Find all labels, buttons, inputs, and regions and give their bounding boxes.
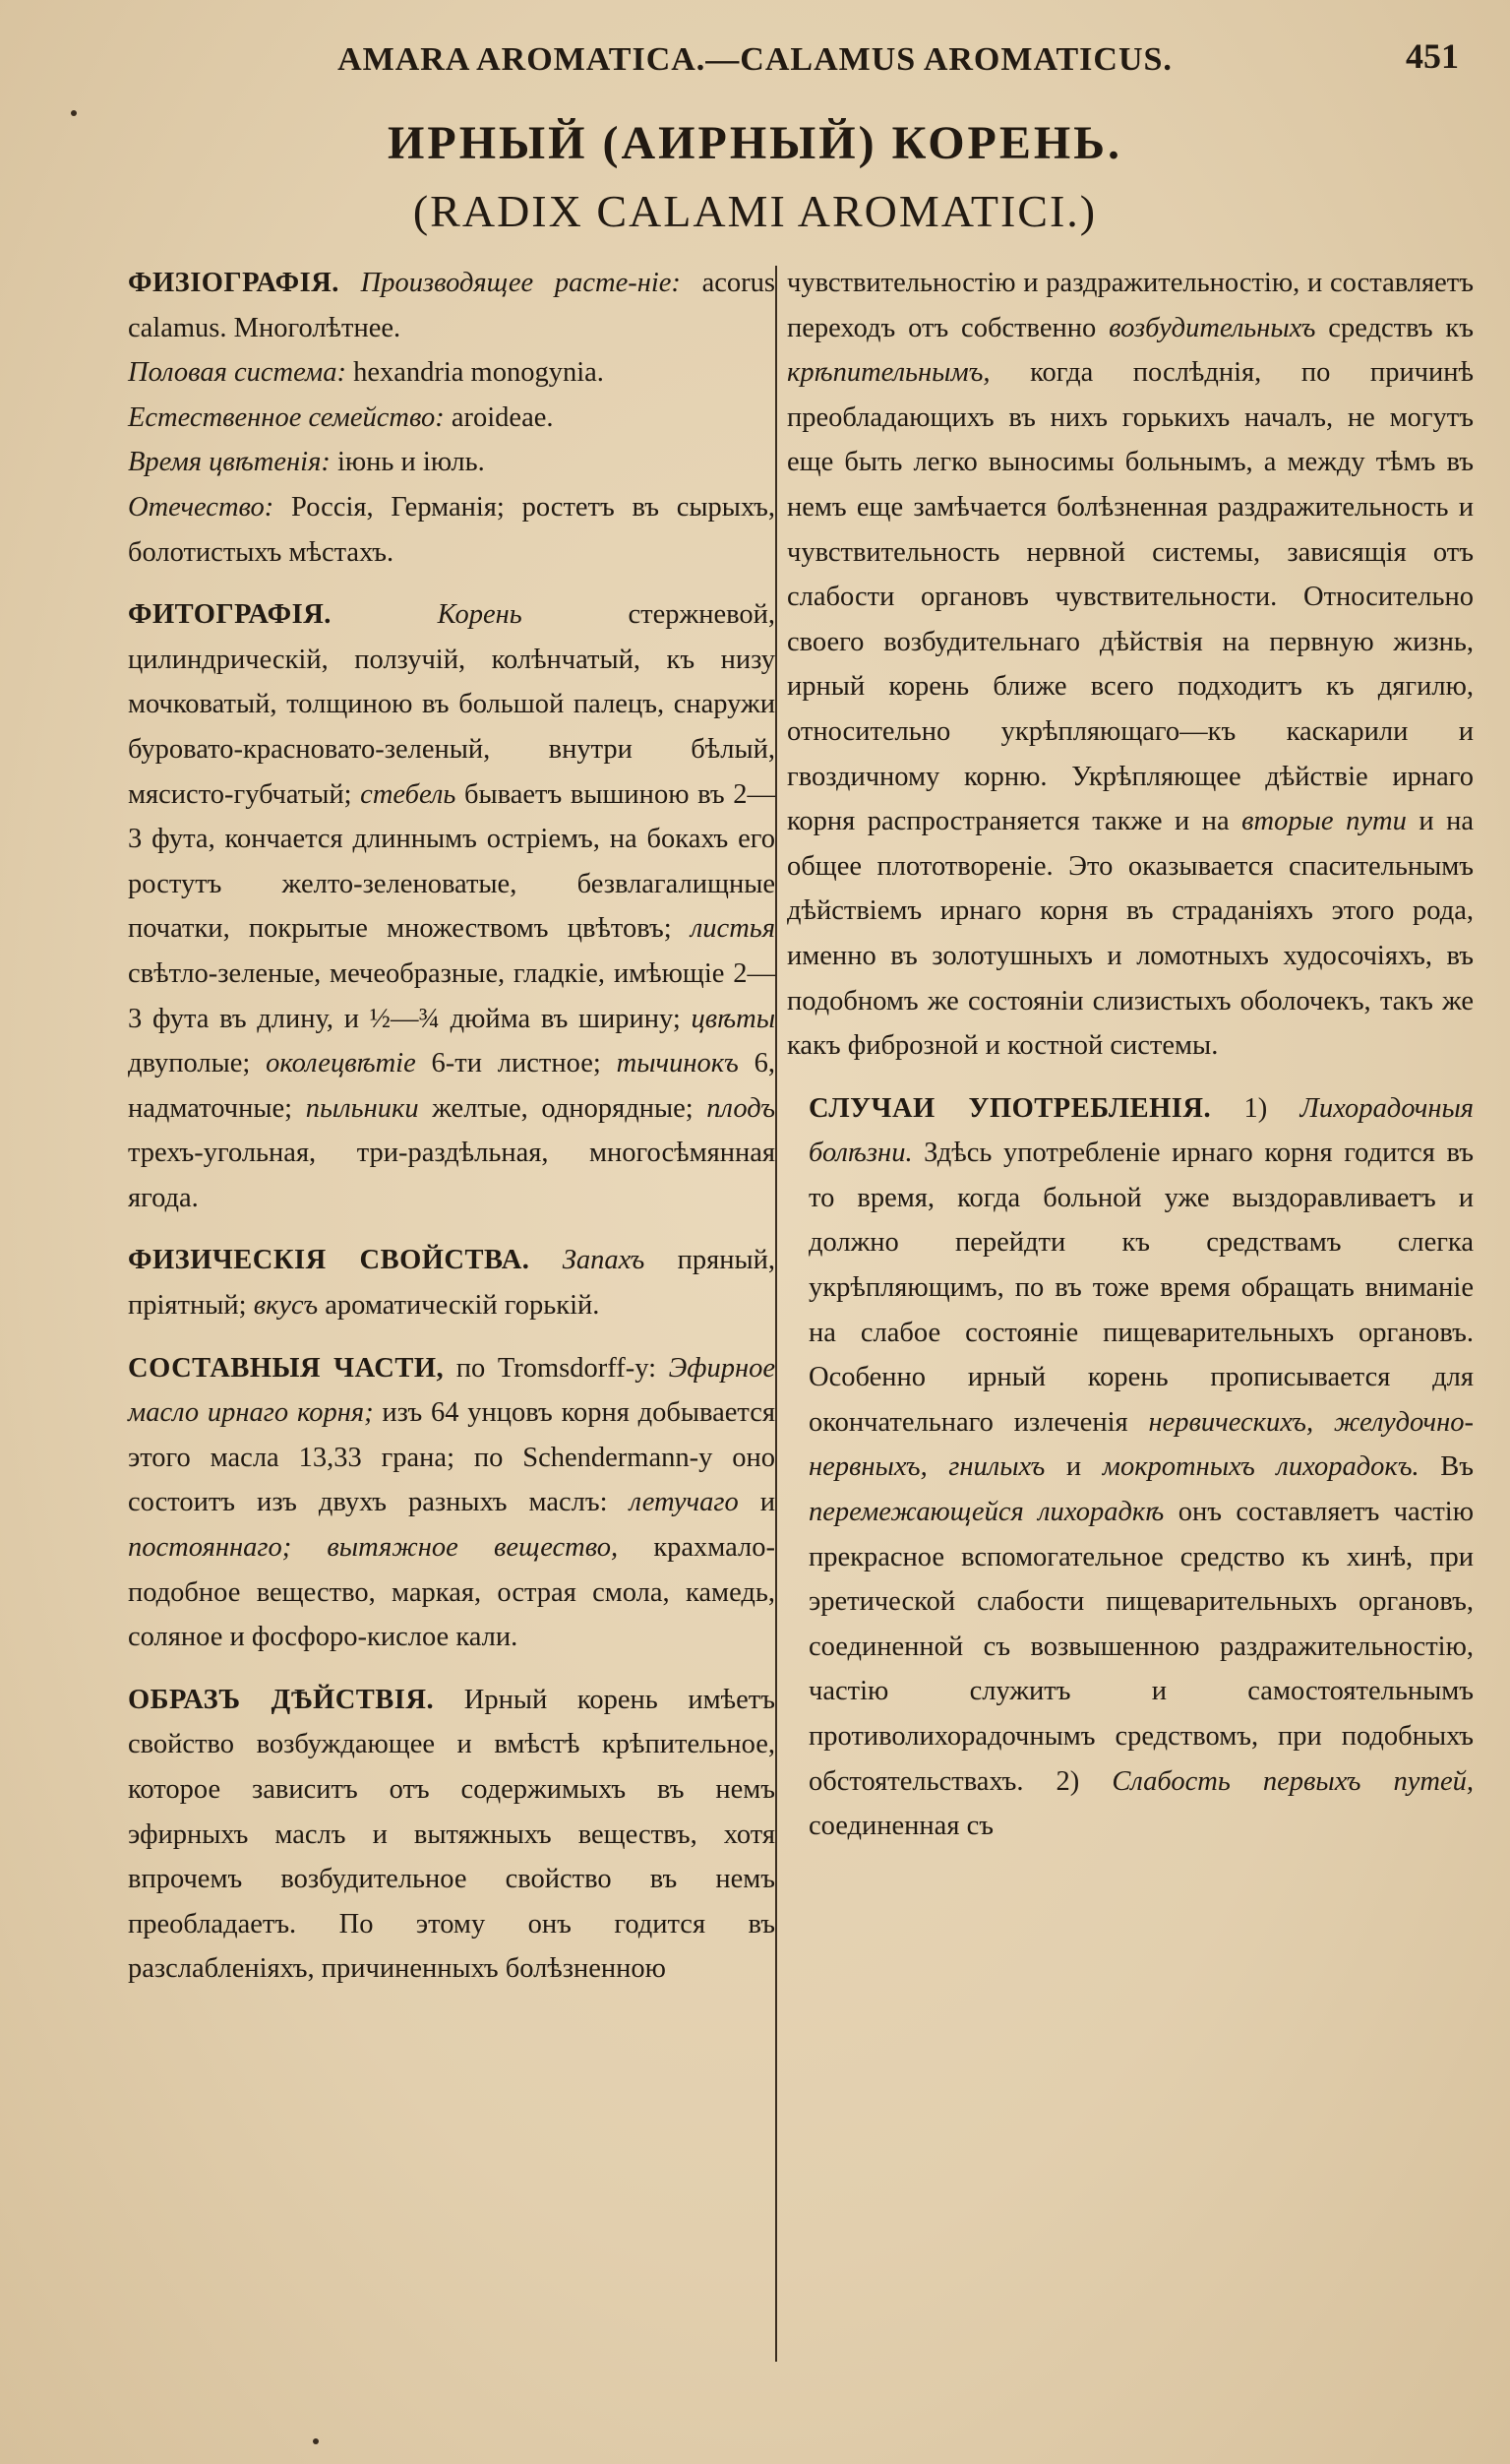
- label: листья: [690, 913, 776, 945]
- text: изъ 64 унцовъ корня добывается этого масла 13,33 грана; по Schendermann-у оно состоитъ изъ двухъ разныхъ маслъ:: [128, 1397, 775, 1518]
- label: перемежающейся лихорадкѣ: [809, 1497, 1165, 1528]
- section-heading: ФИЗІОГРАФІЯ.: [128, 268, 339, 298]
- label: мокротныхъ лихорадокъ.: [1102, 1451, 1419, 1483]
- text: трехъ-угольная, три-раздѣльная, многосѣмянная ягода.: [128, 1138, 775, 1213]
- label: крѣпительнымъ,: [787, 357, 991, 389]
- text: чувствительностію и раздражительностію, и составляетъ переходъ отъ собственно: [787, 268, 1474, 343]
- number: 1): [1243, 1092, 1268, 1124]
- left-column: [106, 261, 775, 1992]
- constituents-section: [106, 1346, 775, 1660]
- section-heading: СОСТАВНЫЯ ЧАСТИ,: [128, 1352, 445, 1384]
- article-title: ИРНЫЙ (АИРНЫЙ) КОРЕНЬ.: [388, 117, 1122, 169]
- number: 2): [1056, 1765, 1080, 1797]
- label: тычинокъ: [616, 1048, 739, 1079]
- label: цвѣты: [691, 1003, 775, 1034]
- label: Отечество:: [128, 491, 274, 523]
- text: средствъ къ: [1328, 312, 1475, 343]
- action-section: [106, 1678, 775, 1992]
- label: Эфирное масло ирнаго корня;: [128, 1352, 776, 1429]
- text: 6-ти листное;: [431, 1048, 601, 1079]
- section-heading: ОБРАЗЪ ДѢЙСТВІЯ.: [128, 1684, 435, 1715]
- text: и: [1065, 1451, 1082, 1483]
- text: крахмало-подобное вещество, маркая, острая смола, камедь, соляное и фосфоро-кислое кали.: [128, 1532, 776, 1653]
- text: aroideae.: [451, 401, 554, 433]
- text: пряный, пріятный;: [128, 1245, 776, 1322]
- text: ароматическій горькій.: [325, 1290, 600, 1322]
- text: Россія, Германія; ростетъ въ сырыхъ, болотистыхъ мѣстахъ.: [128, 491, 775, 568]
- label: нервическихъ, желудочно-нервныхъ, гнилыхъ: [809, 1406, 1474, 1483]
- label: вкусъ: [253, 1290, 319, 1322]
- text: стержневой, цилиндрическій, ползучій, колѣнчатый, къ низу мочковатый, толщиною въ большой палецъ, снаружи буровато-красновато-зеленый, внутри бѣлый, мясисто-губчатый;: [128, 599, 775, 810]
- physiography-para-4: [106, 440, 775, 485]
- label: пыльники: [305, 1092, 419, 1124]
- text: двуполые;: [128, 1048, 251, 1079]
- label: околецвѣтіе: [266, 1048, 416, 1079]
- section-heading: ФИТОГРАФІЯ.: [128, 599, 332, 631]
- label: Корень: [437, 599, 522, 631]
- text: hexandria monogynia.: [353, 357, 604, 389]
- page-number: 451: [1406, 36, 1459, 76]
- label: Время цвѣтенія:: [128, 447, 331, 478]
- label: вторые пути: [1241, 806, 1407, 837]
- label: плодъ: [706, 1092, 776, 1124]
- label: возбудительныхъ: [1109, 312, 1316, 343]
- label: Половая система:: [128, 357, 346, 389]
- physical-properties-section: [106, 1238, 775, 1327]
- label: Слабость первыхъ путей,: [1112, 1765, 1474, 1797]
- text: по Tromsdorff-у:: [455, 1352, 656, 1384]
- text: бываетъ вышиною въ 2—3 фута, кончается длиннымъ остріемъ, на бокахъ его ростутъ желто-зеленоватые, безвлагалищные початки, покрытые множествомъ цвѣтовъ;: [128, 778, 776, 945]
- running-head: AMARA AROMATICA.—CALAMUS AROMATICUS.: [337, 41, 1173, 78]
- label: Естественное семейство:: [128, 401, 445, 433]
- label: постояннаго; вытяжное вещество,: [128, 1532, 619, 1564]
- text: соединенная съ: [809, 1811, 994, 1842]
- article-subtitle: (RADIX CALAMI AROMATICI.): [412, 186, 1098, 236]
- section-heading: ФИЗИЧЕСКІЯ СВОЙСТВА.: [128, 1245, 530, 1276]
- text: Здѣсь употребленіе ирнаго корня годится въ то время, когда больной уже выздоравливаетъ и должно перейдти къ средствамъ слегка укрѣпляющимъ, по въ тоже время обращать вниманіе на слабое состояніе пищеварительныхъ органовъ. Особенно ирный корень прописывается для окончательнаго излеченія: [809, 1138, 1474, 1438]
- text: онъ составляетъ частію прекрасное вспомогательное средство къ хинѣ, при эретической слабости пищеварительныхъ органовъ, соединенной съ возвышенною раздражительностію, частію служитъ и самостоятельнымъ противолихорадочнымъ средствомъ, при подобныхъ обстоятельствахъ.: [809, 1497, 1475, 1797]
- physiography-para-2: [106, 350, 775, 396]
- text: желтые, однорядные;: [432, 1092, 694, 1124]
- action-continued: [787, 261, 1474, 1069]
- label: Запахъ: [562, 1245, 645, 1276]
- text: свѣтло-зеленые, мечеобразные, гладкіе, имѣющіе 2—3 фута въ длину, и ½—¾ дюйма въ ширину;: [128, 957, 775, 1034]
- section-heading: СЛУЧАИ УПОТРЕБЛЕНІЯ.: [809, 1092, 1212, 1124]
- text: Ирный корень имѣетъ свойство возбуждающее и вмѣстѣ крѣпительное, которое зависитъ отъ содержимыхъ въ немъ эфирныхъ маслъ и вытяжныхъ веществъ, хотя впрочемъ возбудительное свойство въ немъ преобладаетъ. По этому онъ годится въ разслабленіяхъ, причиненныхъ болѣзненною: [128, 1684, 776, 1985]
- phytography-section: [106, 592, 775, 1220]
- text: 6, надматочные;: [128, 1048, 776, 1124]
- label: стебель: [360, 778, 456, 810]
- text: когда послѣднія, по причинѣ преобладающихъ въ нихъ горькихъ началъ, не могутъ еще быть легко выносимы больнымъ, а между тѣмъ въ немъ еще замѣчается болѣзненная раздражительность и чувствительность нервной системы, зависящія отъ слабости органовъ чувствительности. Относительно своего возбудительнаго дѣйствія на первную жизнь, ирный корень ближе всего подходитъ къ дягилю, относительно укрѣпляющаго—къ каскарили и гвоздичному корню. Укрѣпляющее дѣйствіе ирнаго корня распространяется также и на: [787, 357, 1475, 837]
- label: Производящее расте-ніе:: [360, 268, 681, 298]
- physiography-para-1: [106, 261, 775, 350]
- text: іюнь и іюль.: [336, 447, 485, 478]
- text: и на общее плототвореніе. Это оказывается спасительнымъ дѣйствіемъ ирнаго корня въ страданіяхъ этого рода, именно въ золотушныхъ и ломотныхъ худосочіяхъ, въ подобномъ же состояніи слизистыхъ оболочекъ, такъ же какъ фиброзной и костной системы.: [787, 806, 1475, 1062]
- text: acorus calamus. Многолѣтнее.: [128, 268, 775, 343]
- physiography-para-3: [106, 396, 775, 441]
- ink-speck: [71, 110, 77, 116]
- label: Лихорадочныя болѣзни.: [809, 1092, 1475, 1169]
- text: и: [759, 1487, 776, 1518]
- text: Въ: [1440, 1451, 1475, 1483]
- physiography-section: [106, 261, 775, 575]
- uses-section: [787, 1086, 1474, 1849]
- physiography-para-5: [106, 485, 775, 575]
- right-column: [787, 261, 1474, 1849]
- column-divider: [775, 266, 777, 2362]
- label: летучаго: [629, 1487, 739, 1518]
- ink-speck: [313, 2438, 319, 2444]
